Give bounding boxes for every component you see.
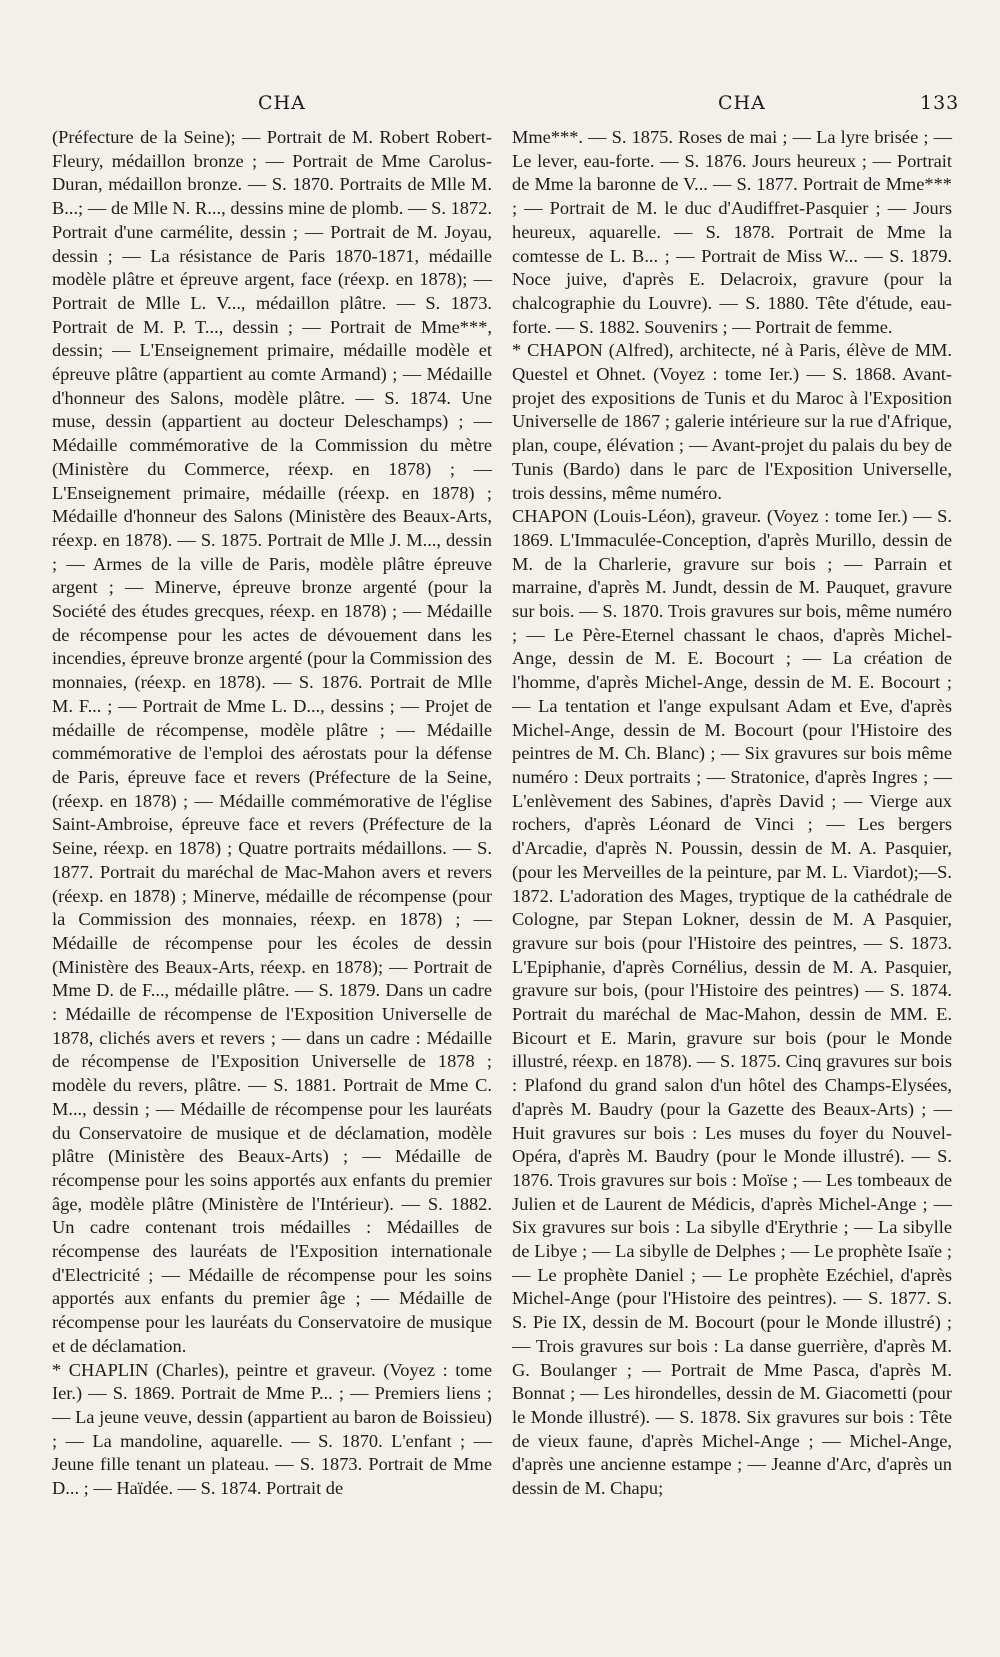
running-head-center: CHA (718, 92, 766, 114)
entry-chapon-louis-leon: CHAPON (Louis-Léon), graveur. (Voyez : tome Ier.) — S. 1869. L'Immaculée-Conception, d'après Murillo, dessin de M. de la Charlerie, gravure sur bois ; — Parrain et marraine, d'après M. Jundt, dessin de M. Pauquet, gravure sur bois. — S. 1870. Trois gravures sur bois, même numéro ; — Le Père-Eternel chassant le chaos, d'après Michel-Ange, dessin de M. E. Bocourt ; — La création de l'homme, d'après Michel-Ange, dessin de M. E. Bocourt ; — La tentation et l'ange expulsant Adam et Eve, d'après Michel-Ange, dessin de M. Bocourt (pour l'Histoire des peintres de M. Ch. Blanc) ; — Six gravures sur bois même numéro : Deux portraits ; — Stratonice, d'après Ingres ; — L'enlèvement des Sabines, d'après David ; — Vierge aux rochers, d'après Léonard de Vinci ; — Les bergers d'Arcadie, d'après N. Poussin, dessin de M. A. Pasquier, (pour les Merveilles de la peinture, par M. L. Viardot);—S. 1872. L'adoration des Mages, tryptique de la cathédrale de Cologne, par Stepan Lokner, dessin de M. A Pasquier, gravure sur bois (pour l'Histoire des peintres, — S. 1873. L'Epiphanie, d'après Cornélius, dessin de M. A. Pasquier, gravure sur bois, (pour l'Histoire des peintres) — S. 1874. Portrait du maréchal de Mac-Mahon, dessin de MM. E. Bicourt et E. Marin, gravure sur bois (pour le Monde illustré, réexp. en 1878). — S. 1875. Cinq gravures sur bois : Plafond du grand salon d'un hôtel des Champs-Elysées, d'après M. Baudry (pour la Gazette des Beaux-Arts) ; — Huit gravures sur bois : Les muses du foyer du Nouvel-Opéra, d'après M. Baudry (pour le Monde illustré). — S. 1876. Trois gravures sur bois : Moïse ; — Les tombeaux de Julien et de Laurent de Médicis, d'après Michel-Ange ; — Six gravures sur bois : La sibylle d'Erythrie ; — La sibylle de Libye ; — La sibylle de Delphes ; — Le prophète Isaïe ; — Le prophète Daniel ; — Le prophète Ezéchiel, d'après Michel-Ange (pour l'Histoire des peintres). — S. 1877. S. S. Pie IX, dessin de M. Bocourt (pour le Monde illustré) ; — Trois gravures sur bois : La danse guerrière, d'après M. G. Boulanger ; — Portrait de Mme Pasca, d'après M. Bonnat ; — Les hirondelles, dessin de M. Giacometti (pour le Monde illustré). — S. 1878. Six gravures sur bois : Tête de vieux faune, d'après Michel-Ange ; — Michel-Ange, d'après une ancienne estampe ; — Jeanne d'Arc, d'après un dessin de M. Chapu; (512, 506, 952, 1499)
entry-chapon-alfred: * CHAPON (Alfred), architecte, né à Paris, élève de MM. Questel et Ohnet. (Voyez : tome Ier.) — S. 1868. Avant-projet des expositions de Tunis et du Maroc à l'Exposition Universelle de 1867 ; galerie intérieure sur la rue d'Afrique, plan, coupe, élévation ; — Avant-projet du palais du bey de Tunis (Bardo) dans le parc de l'Exposition Universelle, trois dessins, même numéro. (512, 340, 952, 503)
entry-chaplin-continued: Mme***. — S. 1875. Roses de mai ; — La lyre brisée ; — Le lever, eau-forte. — S. 1876. Jours heureux ; — Portrait de Mme la baronne de V... — S. 1877. Portrait de Mme*** ; — Portrait de M. le duc d'Audiffret-Pasquier ; — Jours heureux, aquarelle. — S. 1878. Portrait de Mme la comtesse de L. B... ; — Portrait de Miss W... — S. 1879. Noce juive, d'après E. Delacroix, gravure (pour la chalcographie du Louvre). — S. 1880. Tête d'étude, eau-forte. — S. 1882. Souvenirs ; — Portrait de femme. (512, 127, 952, 337)
page-number: 133 (920, 92, 960, 114)
running-head-left: CHA (258, 92, 306, 114)
left-column (52, 126, 492, 1501)
entry-chaplin-charles: * CHAPLIN (Charles), peintre et graveur. (Voyez : tome Ier.) — S. 1869. Portrait de Mme P... ; — Premiers liens ; — La jeune veuve, dessin (appartient au baron de Boissieu) ; — La mandoline, aquarelle. — S. 1870. L'enfant ; — Jeune fille tenant un plateau. — S. 1873. Portrait de Mme D... ; — Haïdée. — S. 1874. Portrait de (52, 1359, 492, 1499)
entry-chaplain-continued: (Préfecture de la Seine); — Portrait de M. Robert Robert-Fleury, médaillon bronze ; — Portrait de Mme Carolus-Duran, médaillon bronze. — S. 1870. Portraits de Mlle M. B...; — de Mlle N. R..., dessins mine de plomb. — S. 1872. Portrait d'une carmélite, dessin ; — Portrait de M. Joyau, dessin ; — La résistance de Paris 1870-1871, médaille modèle plâtre et épreuve argent, face (réexp. en 1878); — Portrait de Mlle L. V..., médaillon plâtre. — S. 1873. Portrait de M. P. T..., dessin ; — Portrait de Mme***, dessin; — L'Enseignement primaire, médaille modèle et épreuve plâtre (appartient au comte Armand) ; — Médaille d'honneur des Salons, modèle plâtre. — S. 1874. Une muse, dessin (appartient au docteur Deleschamps) ; — Médaille commémorative de la Commission du mètre (Ministère du Commerce, réexp. en 1878) ; — L'Enseignement primaire, médaille (réexp. en 1878) ; Médaille d'honneur des Salons (Ministère des Beaux-Arts, réexp. en 1878). — S. 1875. Portrait de Mlle J. M..., dessin ; — Armes de la ville de Paris, modèle plâtre épreuve argent ; — Minerve, épreuve bronze argenté (pour la Société des études grecques, réexp. en 1878) ; — Médaille de récompense pour les actes de dévouement dans les incendies, épreuve bronze argenté (pour la Commission des monnaies, (réexp. en 1878). — S. 1876. Portrait de Mlle M. F... ; — Portrait de Mme L. D..., dessins ; — Projet de médaille de récompense, modèle plâtre ; — Médaille commémorative de l'emploi des aérostats pour la défense de Paris, épreuve face et revers (Préfecture de la Seine, (réexp. en 1878) ; — Médaille commémorative de l'église Saint-Ambroise, épreuve face et revers (Préfecture de la Seine, réexp. en 1878) ; Quatre portraits médaillons. — S. 1877. Portrait du maréchal de Mac-Mahon avers et revers (réexp. en 1878) ; Minerve, médaille de récompense (pour la Commission des monnaies, réexp. en 1878) ; — Médaille de récompense pour les écoles de dessin (Ministère des Beaux-Arts, réexp. en 1878); — Portrait de Mme D. de F..., médaille plâtre. — S. 1879. Dans un cadre : Médaille de récompense de l'Exposition Universelle de 1878, clichés avers et revers ; — dans un cadre : Médaille de récompense de l'Exposition Universelle de 1878 ; modèle du revers, plâtre. — S. 1881. Portrait de Mme C. M..., dessin ; — Médaille de récompense pour les lauréats du Conservatoire de musique et de déclamation, modèle plâtre (Ministère des Beaux-Arts) ; — Médaille de récompense pour les soins apportés aux enfants du premier âge, modèle plâtre (Ministère de l'Intérieur). — S. 1882. Un cadre contenant trois médailles : Médailles de récompense des lauréats de l'Exposition internationale d'Electricité ; — Médaille de récompense pour les soins apportés aux enfants du premier âge ; — Médaille de récompense pour les lauréats du Conservatoire de musique et de déclamation. (52, 127, 492, 1356)
right-column (512, 126, 952, 1501)
